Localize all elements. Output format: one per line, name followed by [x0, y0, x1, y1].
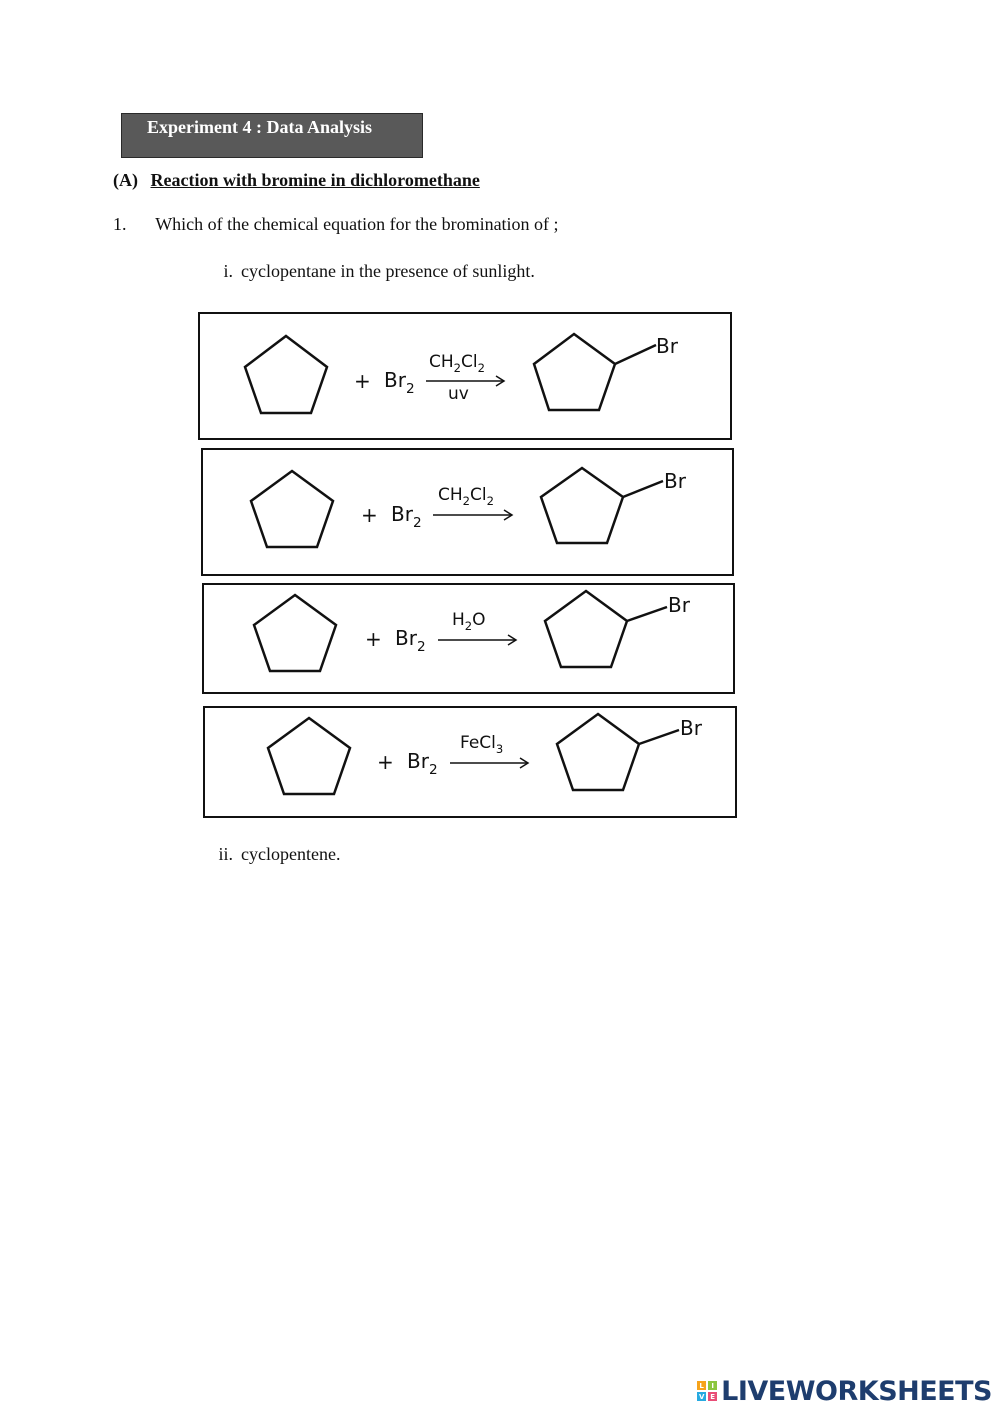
c-br-bond — [639, 730, 679, 744]
subquestion-numeral: ii. — [218, 844, 233, 864]
subquestion-text: cyclopentane in the presence of sunlight. — [241, 261, 535, 281]
plus-sign: + — [354, 369, 371, 393]
option-2-structures — [203, 450, 736, 578]
plus-sign: + — [377, 750, 394, 774]
c-br-bond — [615, 345, 656, 364]
cyclopentane-reactant — [268, 718, 350, 794]
reagent-br2: $Br_2$ — [395, 626, 426, 656]
experiment-title: Experiment 4 : Data Analysis — [147, 117, 372, 137]
option-3-structures — [204, 585, 737, 696]
question-number: 1. — [113, 214, 127, 234]
question-1 — [113, 214, 559, 235]
subquestion-text: cyclopentene. — [241, 844, 341, 864]
subquestion-numeral: i. — [223, 261, 233, 281]
substituent-br: Br — [664, 469, 686, 493]
logo-text: LIVEWORKSHEETS — [721, 1375, 992, 1407]
section-heading — [113, 170, 480, 191]
answer-option-3[interactable] — [202, 583, 735, 694]
question-text: Which of the chemical equation for the bromination of ; — [155, 214, 559, 234]
logo-mark-icon: L I V E — [697, 1381, 717, 1401]
bromocyclopentane-product — [545, 591, 627, 667]
plus-sign: + — [365, 627, 382, 651]
condition-above: $CH_2Cl_2$ — [429, 352, 485, 376]
bromocyclopentane-product — [541, 468, 623, 543]
reagent-br2: $Br_2$ — [384, 368, 415, 398]
condition-above: $CH_2Cl_2$ — [438, 485, 494, 509]
c-br-bond — [623, 481, 663, 497]
subquestion-i — [203, 261, 535, 282]
cyclopentane-reactant — [251, 471, 333, 547]
condition-below: uv — [448, 384, 469, 404]
condition-above: FeCl$_3$ — [460, 733, 504, 757]
substituent-br: Br — [680, 716, 702, 740]
experiment-title-box — [121, 113, 423, 158]
section-label: (A) — [113, 170, 138, 190]
answer-option-2[interactable] — [201, 448, 734, 576]
bromocyclopentane-product — [534, 334, 615, 410]
bromocyclopentane-product — [557, 714, 639, 790]
liveworksheets-logo — [697, 1375, 992, 1407]
answer-option-4[interactable] — [203, 706, 737, 818]
cyclopentane-reactant — [254, 595, 336, 671]
answer-option-1[interactable] — [198, 312, 732, 440]
subquestion-ii — [203, 844, 340, 865]
substituent-br: Br — [656, 334, 678, 358]
c-br-bond — [627, 607, 667, 621]
plus-sign: + — [361, 503, 378, 527]
condition-above: $H_2O$ — [452, 610, 486, 634]
cyclopentane-reactant — [245, 336, 327, 413]
substituent-br: Br — [668, 593, 690, 617]
option-1-structures — [200, 314, 734, 442]
reagent-br2: $Br_2$ — [407, 749, 438, 779]
section-title: Reaction with bromine in dichloromethane — [150, 170, 480, 190]
reagent-br2: $Br_2$ — [391, 502, 422, 532]
option-4-structures — [205, 708, 739, 820]
